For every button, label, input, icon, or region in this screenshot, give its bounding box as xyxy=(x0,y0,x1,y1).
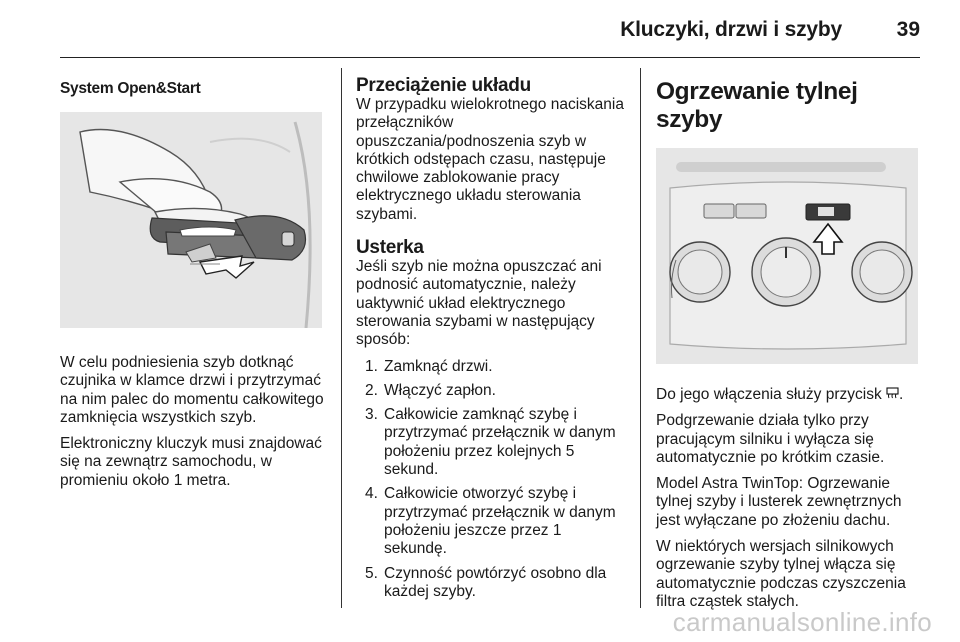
header-rule xyxy=(60,57,920,58)
rear-heating-paragraph-3: Model Astra TwinTop: Ogrzewanie tylnej szyby i lusterek zewnętrznych jest wyłączane po złożeniu dachu. xyxy=(656,475,902,529)
section-heading-open-start: System Open&Start xyxy=(60,80,201,97)
column-3 xyxy=(656,70,926,619)
list-item: 5. Czynność powtórzyć osobno dla każdej szyby. xyxy=(365,564,607,600)
door-handle-image xyxy=(60,112,322,328)
reset-steps-list xyxy=(356,358,628,602)
section-heading-fault: Usterka xyxy=(356,237,424,259)
open-start-paragraph-1: W celu podniesienia szyb dotknąć czujnika w klamce drzwi i przytrzymać na nim palec do momentu całkowitego zamknięcia wszystkich szyb. xyxy=(60,354,324,426)
section-heading-rear-heating: Ogrzewanie tylnej szyby xyxy=(656,78,858,133)
rear-heating-paragraph-1: Do jego włączenia służy przycisk . xyxy=(656,386,904,403)
list-item: 4. Całkowicie otworzyć szybę i przytrzymać przełącznik w danym położeniu jeszcze przez 1 sekundę. xyxy=(365,485,616,558)
door-handle-illustration xyxy=(60,112,322,328)
page-number: 39 xyxy=(896,18,920,41)
rear-window-heating-icon xyxy=(886,387,899,400)
list-item: 2. Włączyć zapłon. xyxy=(365,381,496,399)
column-2 xyxy=(356,70,628,607)
climate-panel-image xyxy=(656,148,918,364)
column-1 xyxy=(60,70,328,498)
column-divider-2 xyxy=(640,68,641,608)
page-header xyxy=(0,0,960,56)
climate-panel-illustration xyxy=(656,148,918,364)
open-start-paragraph-2: Elektroniczny kluczyk musi znajdować się na zewnątrz samochodu, w promieniu około 1 metra. xyxy=(60,435,322,489)
rear-heating-paragraph-2: Podgrzewanie działa tylko przy pracującym silniku i wyłącza się automatycznie po krótkim czasie. xyxy=(656,412,885,466)
section-heading-overload: Przeciążenie układu xyxy=(356,75,531,96)
overload-paragraph: W przypadku wielokrotnego naciskania przełączników opuszczania/podnoszenia szyb w krótkich odstępach czasu, następuje chwilowe zablokowanie pracy elektrycznego układu sterowania szybami. xyxy=(356,96,624,223)
header-title: Kluczyki, drzwi i szyby xyxy=(620,18,842,41)
list-item: 1. Zamknąć drzwi. xyxy=(365,357,493,375)
fault-paragraph: Jeśli szyb nie można opuszczać ani podnosić automatycznie, należy uaktywnić układ elektrycznego sterowania szybami w następujący sposób: xyxy=(356,258,602,349)
list-item: 3. Całkowicie zamknąć szybę i przytrzymać przełącznik w danym położeniu przez kolejnych 5 sekund. xyxy=(365,406,616,479)
rear-heating-paragraph-4: W niektórych wersjach silnikowych ogrzewanie szyby tylnej włącza się automatycznie podczas czyszczenia filtra cząstek stałych. xyxy=(656,538,906,610)
watermark: carmanualsonline.info xyxy=(672,607,932,637)
column-divider-1 xyxy=(341,68,342,608)
